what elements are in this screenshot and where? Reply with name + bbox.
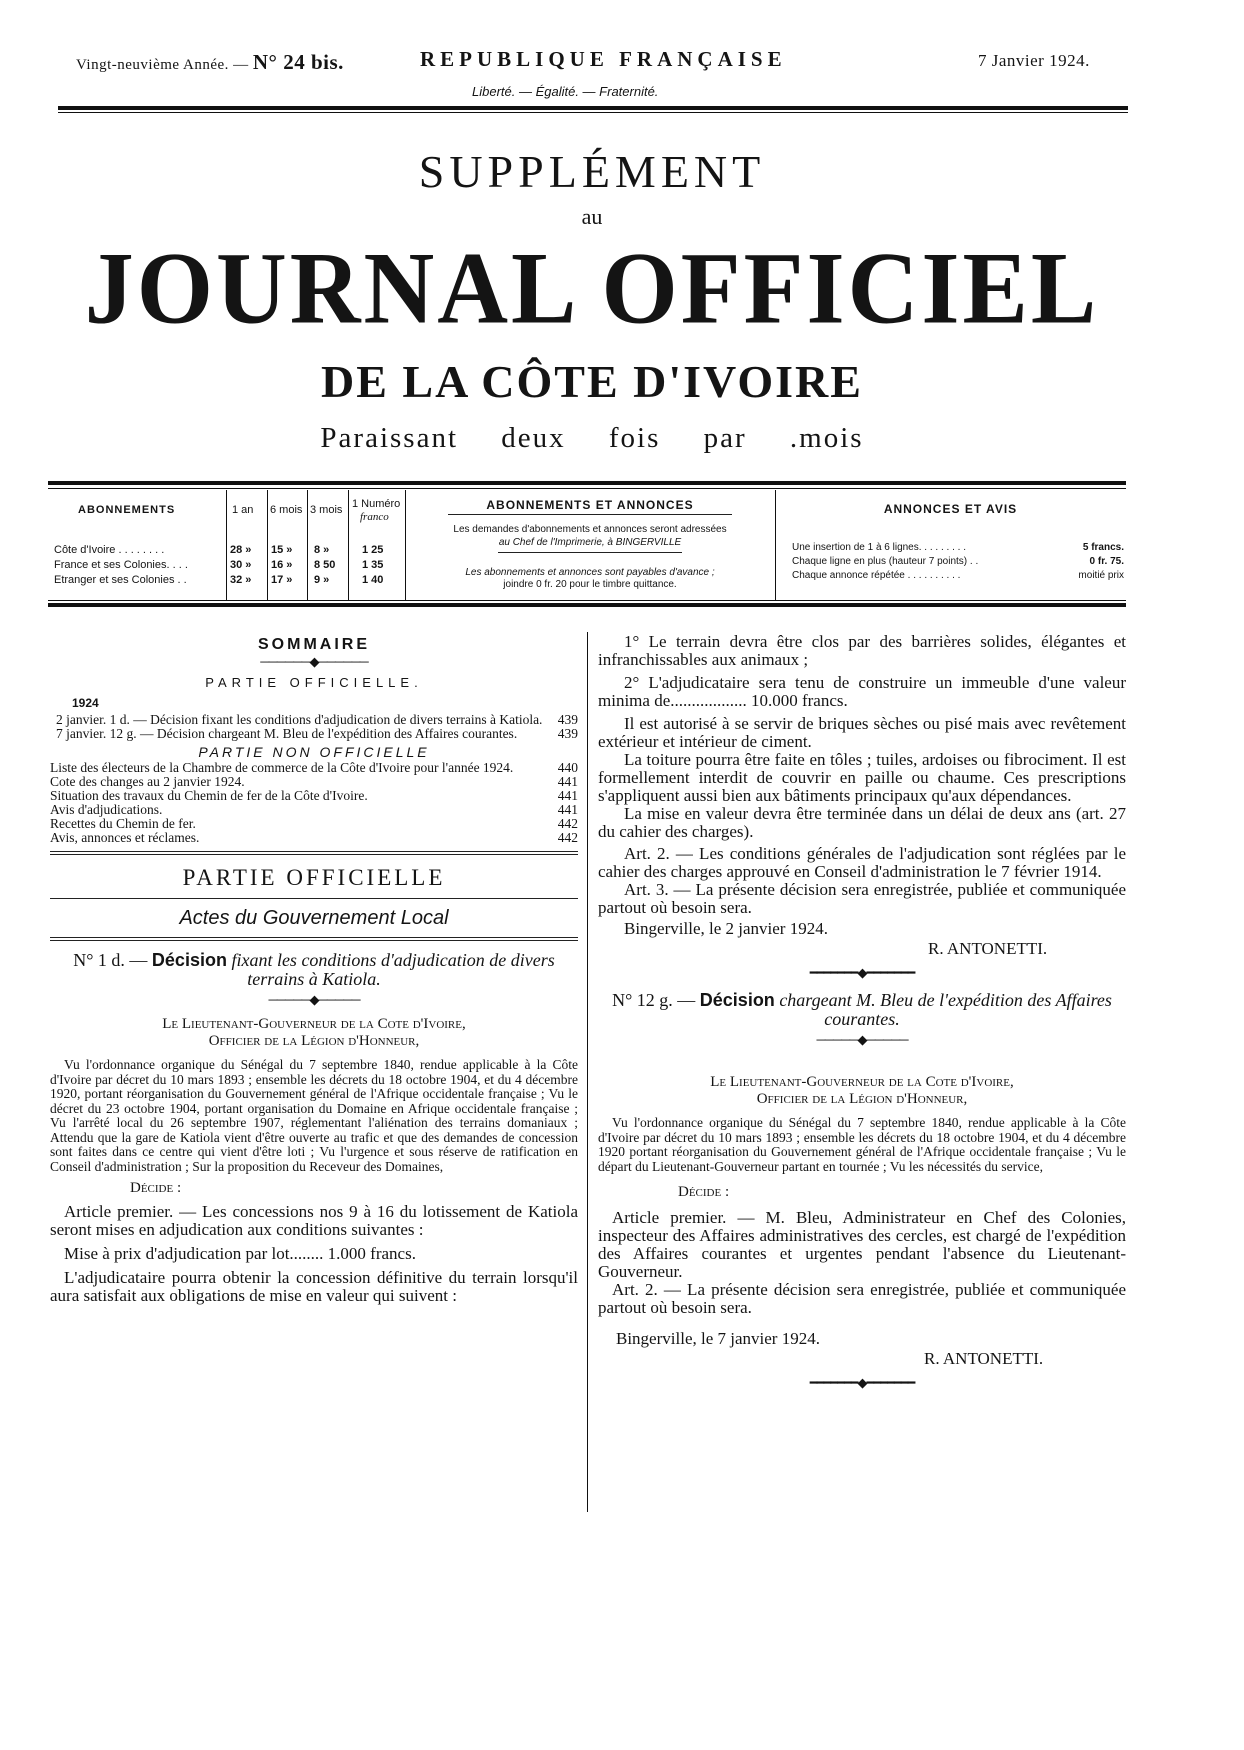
col-6mois: 6 mois (270, 504, 303, 516)
ad-row (792, 570, 1124, 581)
ad-label: Une insertion de 1 à 6 lignes. . . . . . . . . (792, 542, 966, 553)
ad-label: Chaque annonce répétée . . . . . . . . . . (792, 570, 961, 581)
decision1-art1: Article premier. — Les concessions nos 9 à 16 du lotissement de Katiola seront mises en adjudication aux conditions suivantes : (50, 1202, 578, 1239)
decision1-number: N° 1 d. — (73, 950, 148, 970)
decision1-word: Décision (151, 950, 227, 970)
toc-page: 441 (557, 788, 578, 803)
issue-number: N° 24 bis. (252, 50, 344, 74)
ad-label: Chaque ligne en plus (hauteur 7 points) . . (792, 556, 979, 567)
ad-price: moitié prix (1078, 570, 1124, 581)
decision2-art1: Article premier. — M. Bleu, Administrateur en Chef des Colonies, inspecteur des Affaires administratives des cercles, est chargé de l'expédition des Affaires courantes et urgentes pendant l'absence du Lieutenant-Gouverneur. (598, 1208, 1126, 1281)
ad-price: 5 francs. (1082, 542, 1124, 553)
mid-divider (498, 552, 682, 553)
toc-text: Situation des travaux du Chemin de fer de la Côte d'Ivoire. (50, 788, 368, 803)
mid-text3: Les abonnements et annonces sont payables d'avance ; (465, 567, 715, 578)
decision2-place: Bingerville, le 7 janvier 1924. (616, 1329, 820, 1348)
authority-line: Officier de la Légion d'Honneur, (208, 1033, 420, 1049)
colony-title: DE LA CÔTE D'IVOIRE (321, 356, 863, 407)
journal-title: JOURNAL OFFICIEL (84, 232, 1100, 346)
column-separator (587, 632, 588, 1512)
ad-row (792, 556, 1124, 567)
row-num: 1 40 (362, 574, 384, 586)
decision1-delay: La mise en valeur devra être terminée dans un délai de deux ans (art. 27 du cahier des charges). (598, 804, 1126, 841)
toc-text: Cote des changes au 2 janvier 1924. (50, 774, 245, 789)
authority-line: Officier de la Légion d'Honneur, (756, 1091, 968, 1107)
ad-row (792, 542, 1124, 553)
toc-page: 440 (557, 760, 578, 775)
row-six: 15 » (271, 544, 293, 556)
row-six: 16 » (271, 559, 293, 571)
col-3mois: 3 mois (310, 504, 343, 516)
decision2-title: chargeant M. Bleu de l'expédition des Affaires courantes. (779, 990, 1112, 1029)
toc-page: 441 (557, 802, 578, 817)
row-label: Côte d'Ivoire . . . . . . . . (54, 544, 165, 556)
toc-text: Recettes du Chemin de fer. (50, 816, 196, 831)
summary-part2: PARTIE NON OFFICIELLE (198, 744, 430, 760)
mid-text4: joindre 0 fr. 20 pour le timbre quittance. (503, 579, 677, 590)
authority-line: Le Lieutenant-Gouverneur de la Cote d'Ivoire, (710, 1074, 1014, 1090)
ornament: ━━━━━━━◆━━━━━━━ (809, 1375, 915, 1390)
ornament: ─────◆───── (268, 992, 360, 1007)
republic-heading: REPUBLIQUE FRANÇAISE (420, 47, 787, 71)
official-part-title: PARTIE OFFICIELLE (182, 865, 446, 890)
toc-item (50, 803, 578, 817)
ornament: ─────◆───── (816, 1032, 908, 1047)
mid-heading: ABONNEMENTS ET ANNONCES (486, 498, 694, 512)
issue-year: Vingt-neuvième Année. — N° 24 bis. (76, 50, 344, 74)
decision1-decide: Décide : (130, 1180, 182, 1196)
toc-page: 442 (557, 816, 578, 831)
row-trois: 8 50 (314, 559, 336, 571)
col-franco: franco (360, 511, 389, 523)
header-rule (58, 106, 1128, 110)
decision1-considerations: Vu l'ordonnance organique du Sénégal du 7 septembre 1840, rendue applicable à la Côte d'Ivoire par décret du 10 mars 1893 ; ensemble les décrets du 18 octobre 1904, et du 4 décembre 1920, portant réorganisation du Gouvernement général de l'Afrique occidentale française ; Vu le décret du 23 octobre 1904, portant organisation du Domaine en Afrique occidentale française ; Vu l'arrêté local du 26 septembre 1907, réglementant l'aliénation des terrains domaniaux ; Attendu que la gare de Katiola vient d'être ouverte au trafic et que des demandes de concession sont faites dans ce centre qui vient d'être loti ; Vu l'urgence et sous réserve de ratification en Conseil d'administration ; Sur la proposition du Receveur des Domaines, (50, 1057, 578, 1174)
subscriptions-table (48, 490, 1126, 600)
divider (50, 940, 578, 941)
toc-item (50, 775, 578, 789)
republic-motto: Liberté. — Égalité. — Fraternité. (472, 84, 659, 99)
row-num: 1 35 (362, 559, 384, 571)
decision2-authority (598, 1074, 1126, 1108)
decision1-cond2: 2° L'adjudicataire sera tenu de construire un immeuble d'une valeur minima de.................. 10.000 francs. (598, 673, 1126, 710)
row-label: Etranger et ses Colonies . . (54, 574, 187, 586)
toc-page: 439 (557, 726, 578, 741)
row-trois: 9 » (314, 574, 330, 586)
subs-top-rule-thin (48, 488, 1126, 489)
header-rule-thin (58, 112, 1128, 113)
decision2-considerations: Vu l'ordonnance organique du Sénégal du 7 septembre 1840, rendue applicable à la Côte d'Ivoire par décret du 10 mars 1893 ; ensemble les décrets du 18 octobre 1904, et du 4 décembre 1920 portant réorganisation du Gouvernement général de l'Afrique occidentale française ; Vu le départ du Lieutenant-Gouverneur partant en tournée ; Vu les nécessités du service, (598, 1115, 1126, 1174)
summary-year: 1924 (72, 696, 99, 710)
mid-text1: Les demandes d'abonnements et annonces seront adressées (453, 524, 727, 535)
decision2-word: Décision (699, 990, 775, 1010)
decision2-signature: R. ANTONETTI. (924, 1349, 1044, 1368)
authority-line: Le Lieutenant-Gouverneur de la Cote d'Ivoire, (162, 1016, 466, 1032)
toc-page: 442 (557, 830, 578, 845)
toc-text: 7 janvier. 12 g. — Décision chargeant M. Bleu de l'expédition des Affaires courantes. (56, 726, 518, 741)
row-an: 30 » (230, 559, 252, 571)
col-numero: 1 Numéro (352, 498, 401, 510)
decision1-price: Mise à prix d'adjudication par lot........ 1.000 francs. (64, 1244, 416, 1263)
decision1-signature: R. ANTONETTI. (928, 939, 1048, 958)
decision1-cond1: 1° Le terrain devra être clos par des barrières solides, élégantes et infranchissables aux animaux ; (598, 632, 1126, 669)
toc-page: 439 (557, 712, 578, 727)
decision2-heading (598, 991, 1126, 1029)
toc-item (50, 761, 578, 775)
subs-heading: ABONNEMENTS (78, 504, 176, 516)
decision1-heading (50, 951, 578, 989)
subs-bottom-rule-thin (48, 600, 1126, 601)
ads-heading: ANNONCES ET AVIS (883, 502, 1018, 516)
subs-sep (267, 490, 268, 600)
toc-item (50, 817, 578, 831)
decision1-art2: Art. 2. — Les conditions générales de l'adjudication sont réglées par le cahier des charges approuvé en Conseil d'administration le 7 février 1914. (598, 844, 1126, 881)
decision1-definitive: L'adjudicataire pourra obtenir la concession définitive du terrain lorsqu'il aura satisfait aux obligations de mise en valeur qui suivent : (50, 1268, 578, 1305)
ornament: ──────◆────── (260, 654, 368, 669)
left-column (50, 636, 578, 1305)
divider (50, 854, 578, 855)
toc-page: 441 (557, 774, 578, 789)
subs-sep (307, 490, 308, 600)
toc-text: 2 janvier. 1 d. — Décision fixant les conditions d'adjudication de divers terrains à Katiola. (56, 712, 543, 727)
mid-underline (448, 514, 732, 515)
decision2-art2: Art. 2. — La présente décision sera enregistrée, publiée et communiquée partout où besoin sera. (598, 1280, 1126, 1317)
row-an: 32 » (230, 574, 252, 586)
decision1-roof: La toiture pourra être faite en tôles ; tuiles, ardoises ou fibrociment. Il est formellement interdit de couvrir en paille ou chaume. Ces prescriptions s'appliquent aussi bien aux bâtiments principaux qu'aux dépendances. (598, 750, 1126, 805)
row-label: France et ses Colonies. . . . (54, 559, 188, 571)
subs-bottom-rule (48, 603, 1126, 607)
row-trois: 8 » (314, 544, 330, 556)
toc-item (50, 727, 578, 741)
decision2-decide: Décide : (678, 1184, 730, 1200)
frequency-line: Paraissant deux fois par .mois (320, 422, 864, 454)
divider (50, 937, 578, 938)
toc-text: Avis d'adjudications. (50, 802, 163, 817)
summary-title: SOMMAIRE (258, 636, 370, 653)
decision1-place: Bingerville, le 2 janvier 1924. (624, 919, 828, 938)
ornament: ━━━━━━━◆━━━━━━━ (809, 965, 915, 980)
decision2-number: N° 12 g. — (612, 990, 696, 1010)
toc-text: Liste des électeurs de la Chambre de commerce de la Côte d'Ivoire pour l'année 1924. (50, 760, 514, 775)
right-column (598, 633, 1126, 1389)
divider (50, 851, 578, 852)
subs-top-rule (48, 481, 1126, 485)
row-an: 28 » (230, 544, 252, 556)
row-num: 1 25 (362, 544, 384, 556)
toc-item (50, 831, 578, 845)
supplement-title: SUPPLÉMENT (418, 146, 766, 197)
divider (50, 898, 578, 899)
ad-price: 0 fr. 75. (1089, 556, 1124, 567)
subs-sep (226, 490, 227, 600)
toc-item (50, 713, 578, 727)
decision1-art3: Art. 3. — La présente décision sera enregistrée, publiée et communiquée partout où besoin sera. (598, 880, 1126, 917)
toc-text: Avis, annonces et réclames. (50, 830, 200, 845)
mid-text2: au Chef de l'Imprimerie, à BINGERVILLE (498, 537, 682, 548)
decision1-bricks: Il est autorisé à se servir de briques sèches ou pisé mais avec revêtement extérieur et intérieur de ciment. (598, 714, 1126, 751)
decision1-title: fixant les conditions d'adjudication de divers terrains à Katiola. (231, 950, 555, 989)
au-word: au (581, 204, 603, 229)
row-six: 17 » (271, 574, 293, 586)
toc-item (50, 789, 578, 803)
decision1-authority (50, 1016, 578, 1050)
issue-date: 7 Janvier 1924. (978, 51, 1090, 70)
subs-sep (348, 490, 349, 600)
summary-part1: PARTIE OFFICIELLE. (205, 675, 423, 690)
col-1an: 1 an (232, 504, 254, 516)
section-title: Actes du Gouvernement Local (179, 907, 449, 929)
